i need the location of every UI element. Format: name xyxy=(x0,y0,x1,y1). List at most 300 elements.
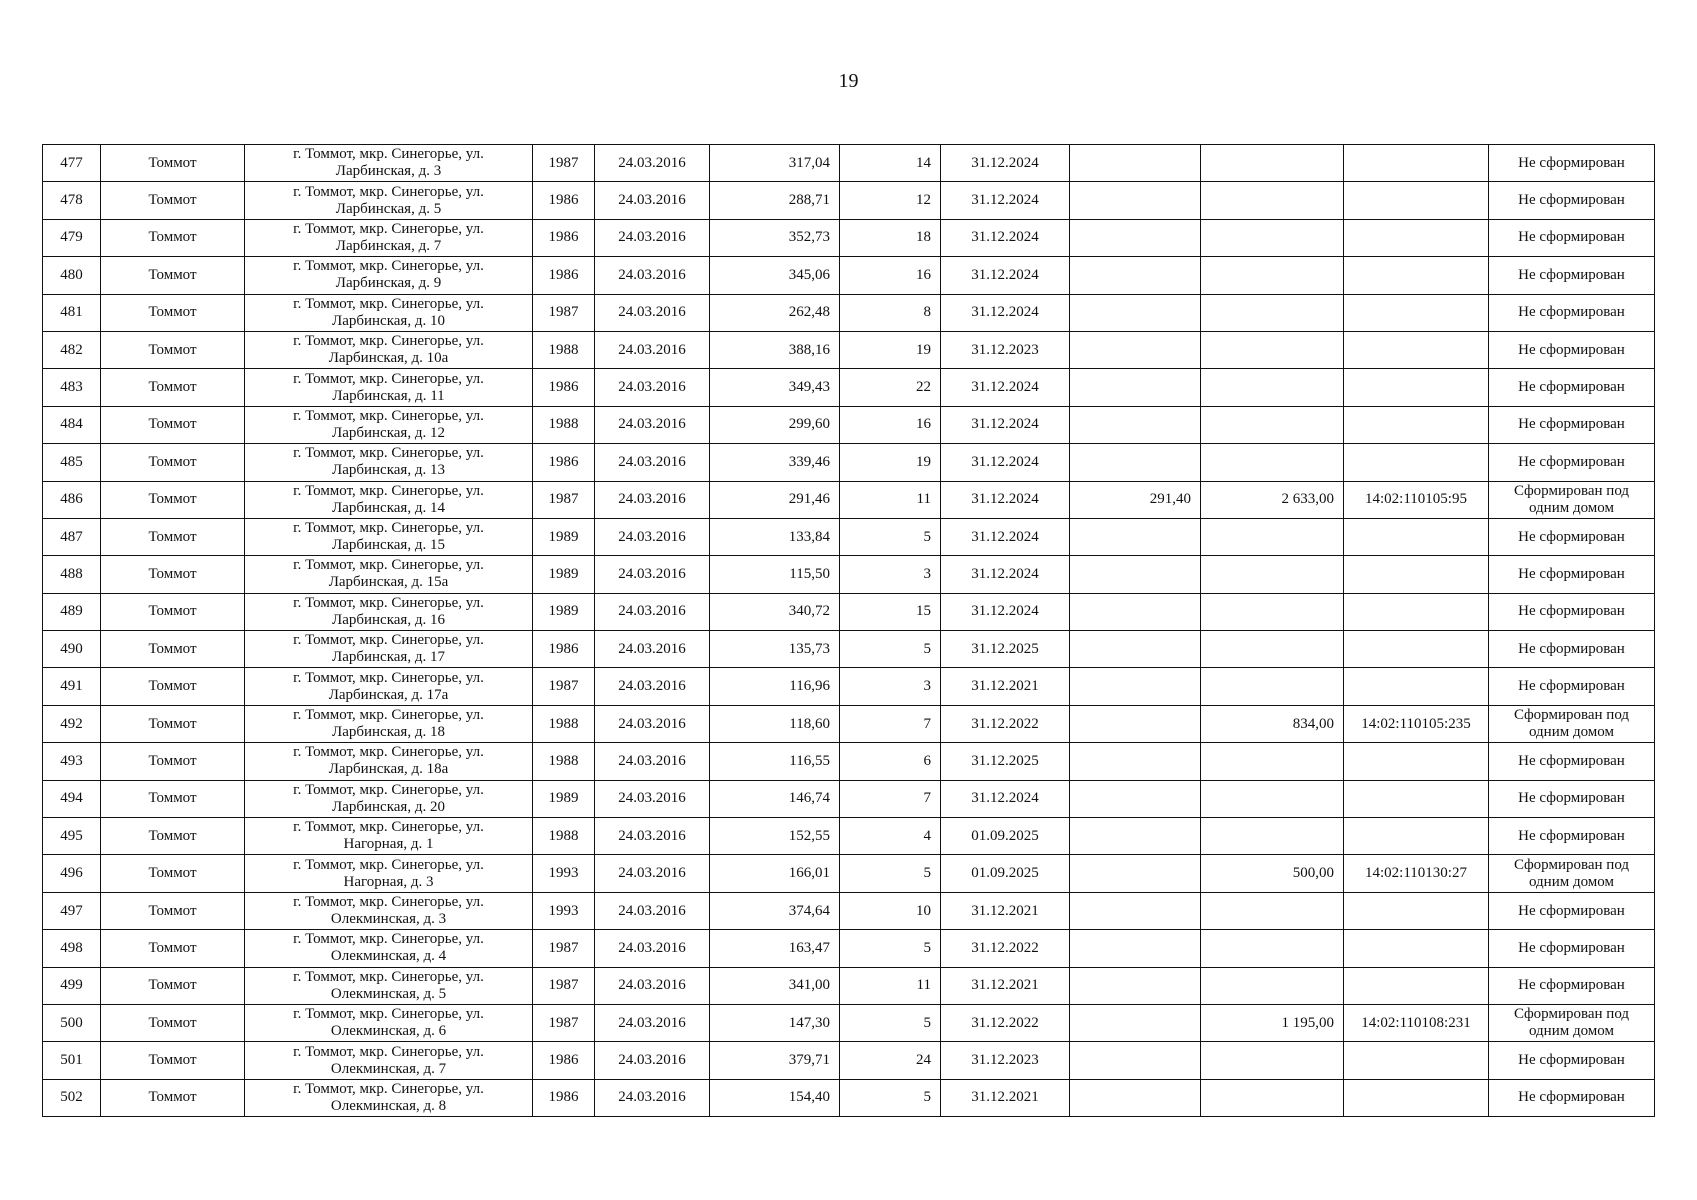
address-line: г. Томмот, мкр. Синегорье, ул. xyxy=(293,146,484,163)
build-year-cell: 1986 xyxy=(533,369,595,406)
build-year-cell: 1986 xyxy=(533,1079,595,1116)
deadline-cell: 01.09.2025 xyxy=(941,855,1070,892)
cadastral-number-cell: 14:02:110130:27 xyxy=(1344,855,1489,892)
deadline-cell: 31.12.2025 xyxy=(941,743,1070,780)
table-row xyxy=(43,967,1655,1004)
city-cell: Томмот xyxy=(101,1042,245,1079)
address-line: Нагорная, д. 3 xyxy=(343,873,434,890)
residents-cell: 6 xyxy=(840,743,941,780)
address-line: Ларбинская, д. 10а xyxy=(328,350,449,367)
address-line: Ларбинская, д. 16 xyxy=(332,611,445,628)
address-line: г. Томмот, мкр. Синегорье, ул. xyxy=(293,707,484,724)
city-cell: Томмот xyxy=(101,331,245,368)
table-row xyxy=(43,556,1655,593)
cadastral-number-cell xyxy=(1344,444,1489,481)
city-cell: Томмот xyxy=(101,294,245,331)
land-area-cell xyxy=(1070,855,1201,892)
address-line: Ларбинская, д. 11 xyxy=(332,387,445,404)
address-line: г. Томмот, мкр. Синегорье, ул. xyxy=(293,781,484,798)
deadline-cell: 31.12.2024 xyxy=(941,556,1070,593)
table-row xyxy=(43,892,1655,929)
build-year-cell: 1986 xyxy=(533,182,595,219)
address-cell xyxy=(245,182,533,219)
address-cell xyxy=(245,892,533,929)
area-cell: 352,73 xyxy=(710,219,840,256)
residents-cell: 11 xyxy=(840,967,941,1004)
table-row xyxy=(43,1079,1655,1116)
city-cell: Томмот xyxy=(101,219,245,256)
build-year-cell: 1987 xyxy=(533,967,595,1004)
deadline-cell: 31.12.2023 xyxy=(941,1042,1070,1079)
cadastral-number-cell xyxy=(1344,219,1489,256)
address-cell xyxy=(245,406,533,443)
address-line: г. Томмот, мкр. Синегорье, ул. xyxy=(293,482,484,499)
land-area-cell xyxy=(1070,219,1201,256)
address-cell xyxy=(245,593,533,630)
address-line: Ларбинская, д. 5 xyxy=(335,200,442,217)
area-cell: 262,48 xyxy=(710,294,840,331)
area-cell: 115,50 xyxy=(710,556,840,593)
deadline-cell: 31.12.2022 xyxy=(941,705,1070,742)
deadline-cell: 31.12.2024 xyxy=(941,481,1070,518)
residents-cell: 16 xyxy=(840,406,941,443)
sum-cell xyxy=(1201,892,1344,929)
cadastral-number-cell xyxy=(1344,1042,1489,1079)
row-number-cell: 486 xyxy=(43,481,101,518)
table-row xyxy=(43,481,1655,518)
build-year-cell: 1989 xyxy=(533,518,595,555)
recognition-date-cell: 24.03.2016 xyxy=(595,892,710,929)
sum-cell xyxy=(1201,668,1344,705)
city-cell: Томмот xyxy=(101,818,245,855)
area-cell: 288,71 xyxy=(710,182,840,219)
table-row xyxy=(43,930,1655,967)
address-line: Ларбинская, д. 15а xyxy=(328,574,449,591)
address-line: Ларбинская, д. 9 xyxy=(335,275,442,292)
sum-cell xyxy=(1201,593,1344,630)
address-cell xyxy=(245,1079,533,1116)
area-cell: 291,46 xyxy=(710,481,840,518)
build-year-cell: 1987 xyxy=(533,930,595,967)
city-cell: Томмот xyxy=(101,481,245,518)
residents-cell: 19 xyxy=(840,444,941,481)
area-cell: 374,64 xyxy=(710,892,840,929)
row-number-cell: 477 xyxy=(43,145,101,182)
city-cell: Томмот xyxy=(101,930,245,967)
residents-cell: 8 xyxy=(840,294,941,331)
address-line: Олекминская, д. 7 xyxy=(330,1060,447,1077)
table-row xyxy=(43,631,1655,668)
sum-cell xyxy=(1201,1079,1344,1116)
residents-cell: 7 xyxy=(840,705,941,742)
recognition-date-cell: 24.03.2016 xyxy=(595,369,710,406)
cadastral-number-cell xyxy=(1344,631,1489,668)
area-cell: 154,40 xyxy=(710,1079,840,1116)
sum-cell xyxy=(1201,518,1344,555)
residents-cell: 5 xyxy=(840,1079,941,1116)
land-area-cell xyxy=(1070,257,1201,294)
land-status-cell: Не сформирован xyxy=(1489,294,1655,331)
land-area-cell xyxy=(1070,1004,1201,1041)
land-area-cell xyxy=(1070,369,1201,406)
deadline-cell: 31.12.2022 xyxy=(941,1004,1070,1041)
address-line: Ларбинская, д. 14 xyxy=(332,499,445,516)
cadastral-number-cell xyxy=(1344,518,1489,555)
recognition-date-cell: 24.03.2016 xyxy=(595,219,710,256)
residents-cell: 19 xyxy=(840,331,941,368)
recognition-date-cell: 24.03.2016 xyxy=(595,930,710,967)
address-line: г. Томмот, мкр. Синегорье, ул. xyxy=(293,1080,484,1097)
row-number-cell: 489 xyxy=(43,593,101,630)
city-cell: Томмот xyxy=(101,668,245,705)
deadline-cell: 31.12.2024 xyxy=(941,369,1070,406)
build-year-cell: 1988 xyxy=(533,331,595,368)
address-line: Олекминская, д. 3 xyxy=(330,911,447,927)
cadastral-number-cell xyxy=(1344,145,1489,182)
land-area-cell xyxy=(1070,1042,1201,1079)
residents-cell: 10 xyxy=(840,892,941,929)
address-line: Ларбинская, д. 7 xyxy=(335,237,442,254)
table-row xyxy=(43,219,1655,256)
sum-cell xyxy=(1201,331,1344,368)
land-area-cell xyxy=(1070,518,1201,555)
recognition-date-cell: 24.03.2016 xyxy=(595,182,710,219)
deadline-cell: 31.12.2024 xyxy=(941,444,1070,481)
residents-cell: 5 xyxy=(840,518,941,555)
build-year-cell: 1988 xyxy=(533,818,595,855)
address-cell xyxy=(245,1004,533,1041)
area-cell: 299,60 xyxy=(710,406,840,443)
address-line: г. Томмот, мкр. Синегорье, ул. xyxy=(293,968,484,985)
address-line: Ларбинская, д. 13 xyxy=(332,462,445,479)
land-status-cell: Не сформирован xyxy=(1489,668,1655,705)
land-area-cell xyxy=(1070,705,1201,742)
land-status-cell: Не сформирован xyxy=(1489,145,1655,182)
cadastral-number-cell xyxy=(1344,818,1489,855)
city-cell: Томмот xyxy=(101,182,245,219)
row-number-cell: 488 xyxy=(43,556,101,593)
row-number-cell: 481 xyxy=(43,294,101,331)
row-number-cell: 479 xyxy=(43,219,101,256)
cadastral-number-cell xyxy=(1344,406,1489,443)
land-area-cell xyxy=(1070,406,1201,443)
address-cell xyxy=(245,631,533,668)
address-line: г. Томмот, мкр. Синегорье, ул. xyxy=(293,819,484,836)
residents-cell: 5 xyxy=(840,631,941,668)
recognition-date-cell: 24.03.2016 xyxy=(595,481,710,518)
cadastral-number-cell: 14:02:110105:235 xyxy=(1344,705,1489,742)
area-cell: 345,06 xyxy=(710,257,840,294)
table-row xyxy=(43,1042,1655,1079)
recognition-date-cell: 24.03.2016 xyxy=(595,444,710,481)
city-cell: Томмот xyxy=(101,780,245,817)
cadastral-number-cell xyxy=(1344,182,1489,219)
row-number-cell: 500 xyxy=(43,1004,101,1041)
residents-cell: 7 xyxy=(840,780,941,817)
land-status-cell: Не сформирован xyxy=(1489,444,1655,481)
recognition-date-cell: 24.03.2016 xyxy=(595,331,710,368)
address-line: Ларбинская, д. 15 xyxy=(332,537,445,554)
address-line: Ларбинская, д. 12 xyxy=(332,424,445,441)
sum-cell xyxy=(1201,743,1344,780)
table-row xyxy=(43,257,1655,294)
city-cell: Томмот xyxy=(101,593,245,630)
address-line: Ларбинская, д. 18 xyxy=(332,724,445,741)
recognition-date-cell: 24.03.2016 xyxy=(595,705,710,742)
build-year-cell: 1993 xyxy=(533,892,595,929)
land-area-cell xyxy=(1070,780,1201,817)
city-cell: Томмот xyxy=(101,1079,245,1116)
cadastral-number-cell xyxy=(1344,593,1489,630)
address-line: г. Томмот, мкр. Синегорье, ул. xyxy=(293,744,484,761)
build-year-cell: 1986 xyxy=(533,219,595,256)
row-number-cell: 493 xyxy=(43,743,101,780)
area-cell: 379,71 xyxy=(710,1042,840,1079)
deadline-cell: 01.09.2025 xyxy=(941,818,1070,855)
address-line: г. Томмот, мкр. Синегорье, ул. xyxy=(293,183,484,200)
residents-cell: 3 xyxy=(840,668,941,705)
land-status-cell: Не сформирован xyxy=(1489,930,1655,967)
area-cell: 340,72 xyxy=(710,593,840,630)
city-cell: Томмот xyxy=(101,1004,245,1041)
residents-cell: 24 xyxy=(840,1042,941,1079)
residents-cell: 14 xyxy=(840,145,941,182)
land-area-cell xyxy=(1070,182,1201,219)
land-status-cell: Сформирован под одним домом xyxy=(1489,855,1655,892)
address-line: Олекминская, д. 8 xyxy=(330,1097,447,1114)
sum-cell xyxy=(1201,182,1344,219)
deadline-cell: 31.12.2022 xyxy=(941,930,1070,967)
land-status-cell: Не сформирован xyxy=(1489,182,1655,219)
cadastral-number-cell xyxy=(1344,294,1489,331)
city-cell: Томмот xyxy=(101,855,245,892)
cadastral-number-cell xyxy=(1344,780,1489,817)
land-status-cell: Не сформирован xyxy=(1489,967,1655,1004)
row-number-cell: 487 xyxy=(43,518,101,555)
deadline-cell: 31.12.2024 xyxy=(941,780,1070,817)
housing-register-table xyxy=(42,144,1655,1117)
address-line: г. Томмот, мкр. Синегорье, ул. xyxy=(293,407,484,424)
sum-cell xyxy=(1201,631,1344,668)
residents-cell: 22 xyxy=(840,369,941,406)
land-status-cell: Не сформирован xyxy=(1489,369,1655,406)
address-line: Олекминская, д. 5 xyxy=(330,985,447,1002)
cadastral-number-cell xyxy=(1344,743,1489,780)
sum-cell xyxy=(1201,818,1344,855)
cadastral-number-cell xyxy=(1344,369,1489,406)
address-line: г. Томмот, мкр. Синегорье, ул. xyxy=(293,931,484,948)
row-number-cell: 498 xyxy=(43,930,101,967)
city-cell: Томмот xyxy=(101,406,245,443)
row-number-cell: 482 xyxy=(43,331,101,368)
city-cell: Томмот xyxy=(101,892,245,929)
address-cell xyxy=(245,556,533,593)
address-cell xyxy=(245,444,533,481)
row-number-cell: 492 xyxy=(43,705,101,742)
address-line: г. Томмот, мкр. Синегорье, ул. xyxy=(293,557,484,574)
address-line: Ларбинская, д. 18а xyxy=(328,761,449,778)
address-cell xyxy=(245,967,533,1004)
table-row xyxy=(43,406,1655,443)
build-year-cell: 1986 xyxy=(533,444,595,481)
row-number-cell: 483 xyxy=(43,369,101,406)
build-year-cell: 1993 xyxy=(533,855,595,892)
city-cell: Томмот xyxy=(101,631,245,668)
recognition-date-cell: 24.03.2016 xyxy=(595,294,710,331)
table-row xyxy=(43,145,1655,182)
area-cell: 118,60 xyxy=(710,705,840,742)
address-line: Олекминская, д. 6 xyxy=(330,1023,447,1040)
area-cell: 341,00 xyxy=(710,967,840,1004)
address-line: г. Томмот, мкр. Синегорье, ул. xyxy=(293,258,484,275)
cadastral-number-cell xyxy=(1344,257,1489,294)
build-year-cell: 1987 xyxy=(533,668,595,705)
sum-cell xyxy=(1201,556,1344,593)
deadline-cell: 31.12.2024 xyxy=(941,182,1070,219)
cadastral-number-cell: 14:02:110108:231 xyxy=(1344,1004,1489,1041)
area-cell: 116,55 xyxy=(710,743,840,780)
sum-cell xyxy=(1201,444,1344,481)
address-cell xyxy=(245,481,533,518)
table-row xyxy=(43,593,1655,630)
address-line: Ларбинская, д. 17 xyxy=(332,649,445,666)
cadastral-number-cell xyxy=(1344,930,1489,967)
land-area-cell: 291,40 xyxy=(1070,481,1201,518)
table-row xyxy=(43,705,1655,742)
sum-cell xyxy=(1201,294,1344,331)
land-status-cell: Сформирован под одним домом xyxy=(1489,481,1655,518)
table-row xyxy=(43,369,1655,406)
land-status-cell: Сформирован под одним домом xyxy=(1489,705,1655,742)
sum-cell xyxy=(1201,219,1344,256)
land-status-cell: Не сформирован xyxy=(1489,556,1655,593)
address-line: Ларбинская, д. 20 xyxy=(332,798,445,815)
address-line: г. Томмот, мкр. Синегорье, ул. xyxy=(293,333,484,350)
address-cell xyxy=(245,930,533,967)
land-status-cell: Не сформирован xyxy=(1489,593,1655,630)
land-status-cell: Не сформирован xyxy=(1489,518,1655,555)
area-cell: 116,96 xyxy=(710,668,840,705)
build-year-cell: 1987 xyxy=(533,481,595,518)
residents-cell: 12 xyxy=(840,182,941,219)
land-area-cell xyxy=(1070,294,1201,331)
land-area-cell xyxy=(1070,1079,1201,1116)
city-cell: Томмот xyxy=(101,145,245,182)
build-year-cell: 1988 xyxy=(533,406,595,443)
sum-cell: 834,00 xyxy=(1201,705,1344,742)
address-cell xyxy=(245,369,533,406)
city-cell: Томмот xyxy=(101,257,245,294)
build-year-cell: 1989 xyxy=(533,593,595,630)
area-cell: 349,43 xyxy=(710,369,840,406)
city-cell: Томмот xyxy=(101,743,245,780)
residents-cell: 16 xyxy=(840,257,941,294)
residents-cell: 5 xyxy=(840,1004,941,1041)
residents-cell: 5 xyxy=(840,855,941,892)
recognition-date-cell: 24.03.2016 xyxy=(595,145,710,182)
land-area-cell xyxy=(1070,145,1201,182)
sum-cell xyxy=(1201,967,1344,1004)
cadastral-number-cell: 14:02:110105:95 xyxy=(1344,481,1489,518)
residents-cell: 15 xyxy=(840,593,941,630)
sum-cell xyxy=(1201,780,1344,817)
city-cell: Томмот xyxy=(101,556,245,593)
area-cell: 152,55 xyxy=(710,818,840,855)
land-status-cell: Не сформирован xyxy=(1489,743,1655,780)
address-cell xyxy=(245,518,533,555)
land-area-cell xyxy=(1070,556,1201,593)
row-number-cell: 495 xyxy=(43,818,101,855)
address-cell xyxy=(245,705,533,742)
address-cell xyxy=(245,257,533,294)
area-cell: 146,74 xyxy=(710,780,840,817)
residents-cell: 11 xyxy=(840,481,941,518)
city-cell: Томмот xyxy=(101,369,245,406)
row-number-cell: 501 xyxy=(43,1042,101,1079)
build-year-cell: 1988 xyxy=(533,705,595,742)
recognition-date-cell: 24.03.2016 xyxy=(595,631,710,668)
build-year-cell: 1989 xyxy=(533,780,595,817)
land-status-cell: Не сформирован xyxy=(1489,780,1655,817)
address-line: г. Томмот, мкр. Синегорье, ул. xyxy=(293,1006,484,1023)
table-row xyxy=(43,1004,1655,1041)
address-cell xyxy=(245,668,533,705)
address-line: Ларбинская, д. 3 xyxy=(335,163,442,180)
land-status-cell: Не сформирован xyxy=(1489,331,1655,368)
recognition-date-cell: 24.03.2016 xyxy=(595,257,710,294)
address-line: г. Томмот, мкр. Синегорье, ул. xyxy=(293,445,484,462)
address-cell xyxy=(245,818,533,855)
sum-cell: 1 195,00 xyxy=(1201,1004,1344,1041)
address-cell xyxy=(245,1042,533,1079)
residents-cell: 4 xyxy=(840,818,941,855)
table-row xyxy=(43,818,1655,855)
land-area-cell xyxy=(1070,892,1201,929)
table-body xyxy=(43,145,1655,1117)
land-status-cell: Сформирован под одним домом xyxy=(1489,1004,1655,1041)
recognition-date-cell: 24.03.2016 xyxy=(595,855,710,892)
deadline-cell: 31.12.2024 xyxy=(941,219,1070,256)
row-number-cell: 490 xyxy=(43,631,101,668)
row-number-cell: 499 xyxy=(43,967,101,1004)
land-area-cell xyxy=(1070,743,1201,780)
land-area-cell xyxy=(1070,593,1201,630)
table-row xyxy=(43,331,1655,368)
sum-cell xyxy=(1201,145,1344,182)
land-status-cell: Не сформирован xyxy=(1489,818,1655,855)
land-status-cell: Не сформирован xyxy=(1489,892,1655,929)
cadastral-number-cell xyxy=(1344,556,1489,593)
address-line: г. Томмот, мкр. Синегорье, ул. xyxy=(293,220,484,237)
row-number-cell: 480 xyxy=(43,257,101,294)
row-number-cell: 491 xyxy=(43,668,101,705)
cadastral-number-cell xyxy=(1344,668,1489,705)
sum-cell: 500,00 xyxy=(1201,855,1344,892)
sum-cell xyxy=(1201,930,1344,967)
residents-cell: 3 xyxy=(840,556,941,593)
address-line: г. Томмот, мкр. Синегорье, ул. xyxy=(293,520,484,537)
area-cell: 166,01 xyxy=(710,855,840,892)
land-area-cell xyxy=(1070,444,1201,481)
cadastral-number-cell xyxy=(1344,967,1489,1004)
area-cell: 317,04 xyxy=(710,145,840,182)
recognition-date-cell: 24.03.2016 xyxy=(595,668,710,705)
build-year-cell: 1987 xyxy=(533,145,595,182)
recognition-date-cell: 24.03.2016 xyxy=(595,1079,710,1116)
address-cell xyxy=(245,780,533,817)
address-line: г. Томмот, мкр. Синегорье, ул. xyxy=(293,894,484,910)
land-area-cell xyxy=(1070,631,1201,668)
